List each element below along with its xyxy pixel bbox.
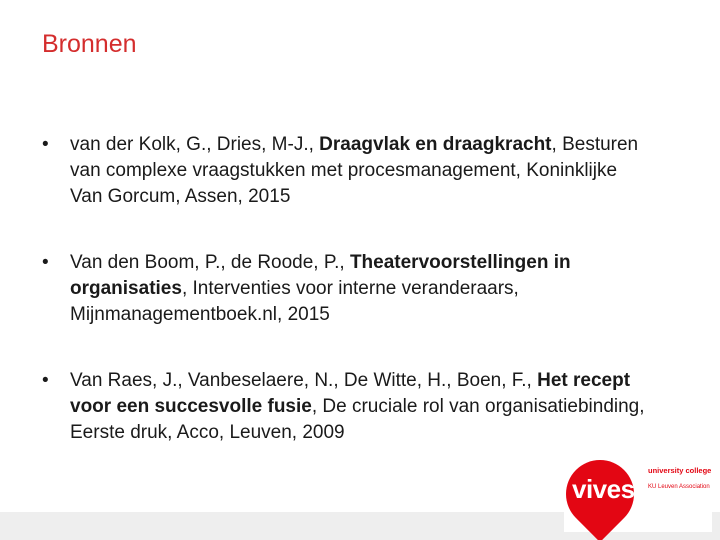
bullet-icon: • xyxy=(42,134,49,155)
bullet-icon: • xyxy=(42,252,49,273)
reference-authors: Van Raes, J., Vanbeselaere, N., De Witte, H., Boen, F., xyxy=(70,370,538,391)
reference-title: Draagvlak en draagkracht xyxy=(319,134,552,155)
vives-logo xyxy=(564,458,712,532)
logo-subtitle: university college xyxy=(648,466,712,475)
reference-details: , Interventies voor interne veranderaars, Mijnmanagementboek.nl, 2015 xyxy=(70,278,519,325)
logo-wordmark: vives xyxy=(572,474,635,504)
logo-association: KU Leuven Association xyxy=(648,484,710,490)
reference-item xyxy=(40,250,650,328)
reference-title: Theatervoorstellingen in organisaties xyxy=(70,252,571,299)
reference-item xyxy=(40,368,650,446)
reference-authors: van der Kolk, G., Dries, M-J., xyxy=(70,134,320,155)
reference-item xyxy=(40,132,650,210)
reference-title: Het recept voor een succesvolle fusie xyxy=(70,370,631,417)
reference-list xyxy=(40,132,650,486)
reference-details: , Besturen van complexe vraagstukken met procesmanagement, Koninklijke Van Gorcum, Assen, 2015 xyxy=(70,134,639,207)
reference-authors: Van den Boom, P., de Roode, P., xyxy=(70,252,350,273)
bullet-icon: • xyxy=(42,370,49,391)
slide-title: Bronnen xyxy=(42,30,137,58)
reference-details: , De cruciale rol van organisatiebinding, Eerste druk, Acco, Leuven, 2009 xyxy=(70,396,645,443)
